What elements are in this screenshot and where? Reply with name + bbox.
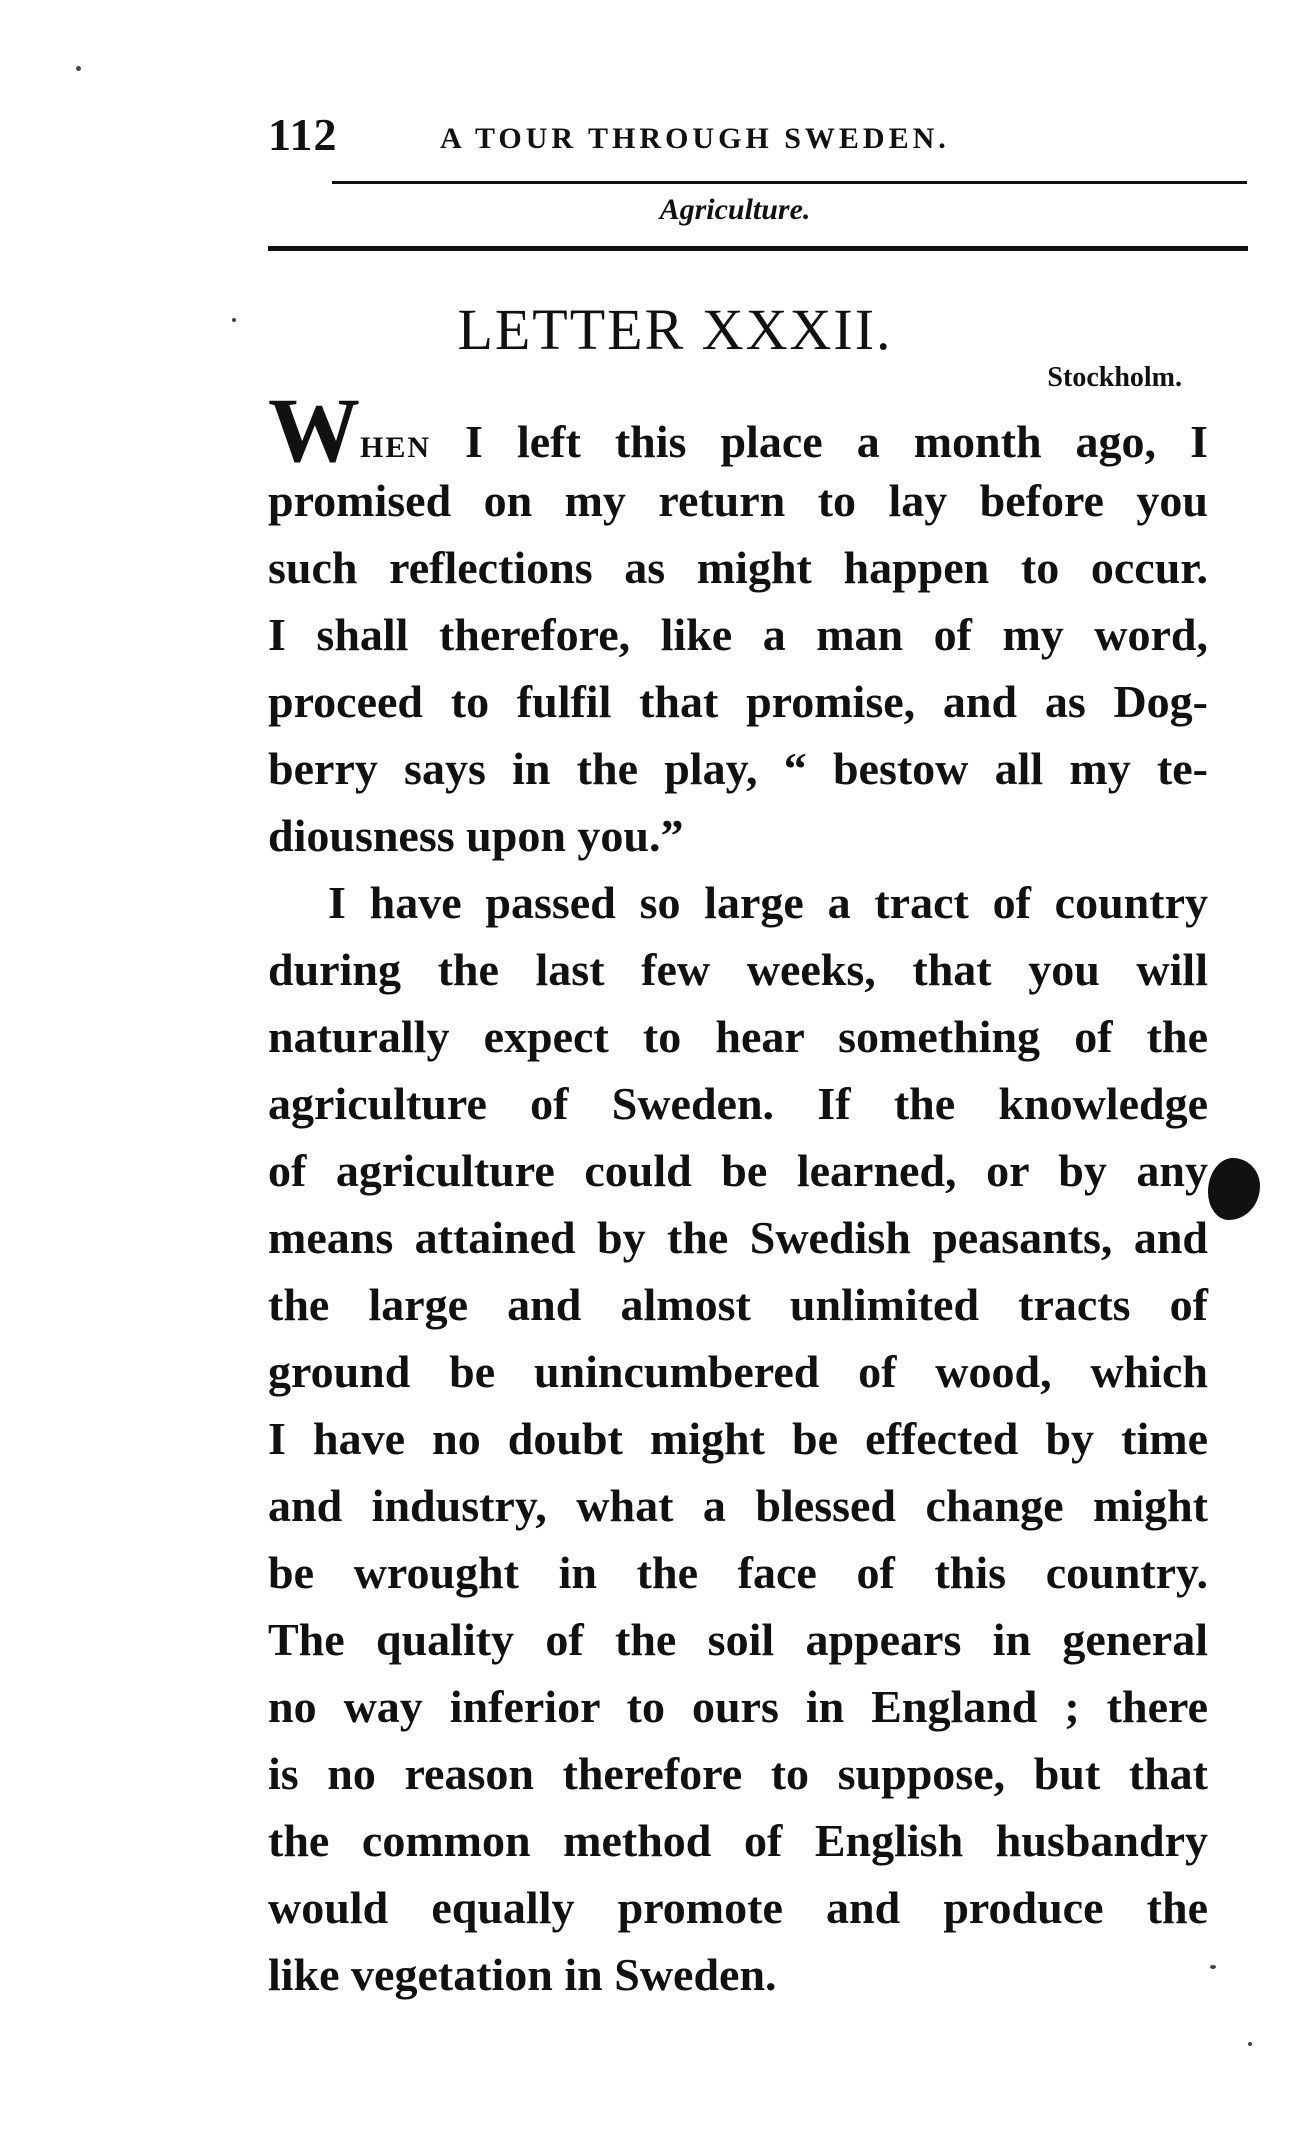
header-rule-top [332, 181, 1247, 184]
small-caps-word: HEN [360, 431, 432, 464]
dust-speck [232, 318, 236, 322]
text-line: of agriculture could be learned, or by any [268, 1145, 1208, 1196]
letter-place: Stockholm. [1047, 362, 1182, 393]
text-line [268, 379, 1208, 481]
line-text: I left this place a month ago, I [431, 416, 1208, 467]
text-line: I shall therefore, like a man of my word, [268, 609, 1208, 660]
dust-speck [76, 66, 81, 71]
section-heading: Agriculture. [659, 193, 811, 226]
text-line: would equally promote and produce the [268, 1882, 1208, 1933]
text-line: the large and almost unlimited tracts of [268, 1279, 1208, 1330]
text-line: is no reason therefore to suppose, but that [268, 1748, 1208, 1799]
header-rule-bottom [268, 246, 1248, 251]
dust-speck [1248, 2042, 1252, 2046]
text-line: like vegetation in Sweden. [268, 1949, 777, 2000]
text-line: diousness upon you.” [268, 810, 684, 861]
text-line: I have passed so large a tract of country [328, 877, 1208, 928]
text-line: promised on my return to lay before you [268, 475, 1208, 526]
text-line: The quality of the soil appears in general [268, 1614, 1208, 1665]
text-line: no way inferior to ours in England ; there [268, 1681, 1208, 1732]
page-number: 112 [268, 109, 338, 160]
dust-speck [1210, 1965, 1216, 1969]
letter-body [268, 379, 1208, 2008]
text-line: proceed to fulfil that promise, and as Dog- [268, 676, 1208, 727]
text-line: and industry, what a blessed change might [268, 1480, 1208, 1531]
book-title: A TOUR THROUGH SWEDEN. [440, 122, 950, 155]
text-line: berry says in the play, “ bestow all my te- [268, 743, 1208, 794]
running-head [268, 108, 1278, 168]
letter-title: LETTER XXXII. [457, 297, 893, 362]
ink-blot [1208, 1158, 1260, 1220]
text-line: agriculture of Sweden. If the knowledge [268, 1078, 1208, 1129]
text-line: I have no doubt might be effected by time [268, 1413, 1208, 1464]
text-line: the common method of English husbandry [268, 1815, 1208, 1866]
text-line: such reflections as might happen to occur. [268, 542, 1208, 593]
drop-cap: W [268, 379, 360, 481]
text-line: naturally expect to hear something of the [268, 1011, 1208, 1062]
text-line: ground be unincumbered of wood, which [268, 1346, 1208, 1397]
text-line: during the last few weeks, that you will [268, 944, 1208, 995]
text-line: means attained by the Swedish peasants, and [268, 1212, 1208, 1263]
text-line: be wrought in the face of this country. [268, 1547, 1208, 1598]
